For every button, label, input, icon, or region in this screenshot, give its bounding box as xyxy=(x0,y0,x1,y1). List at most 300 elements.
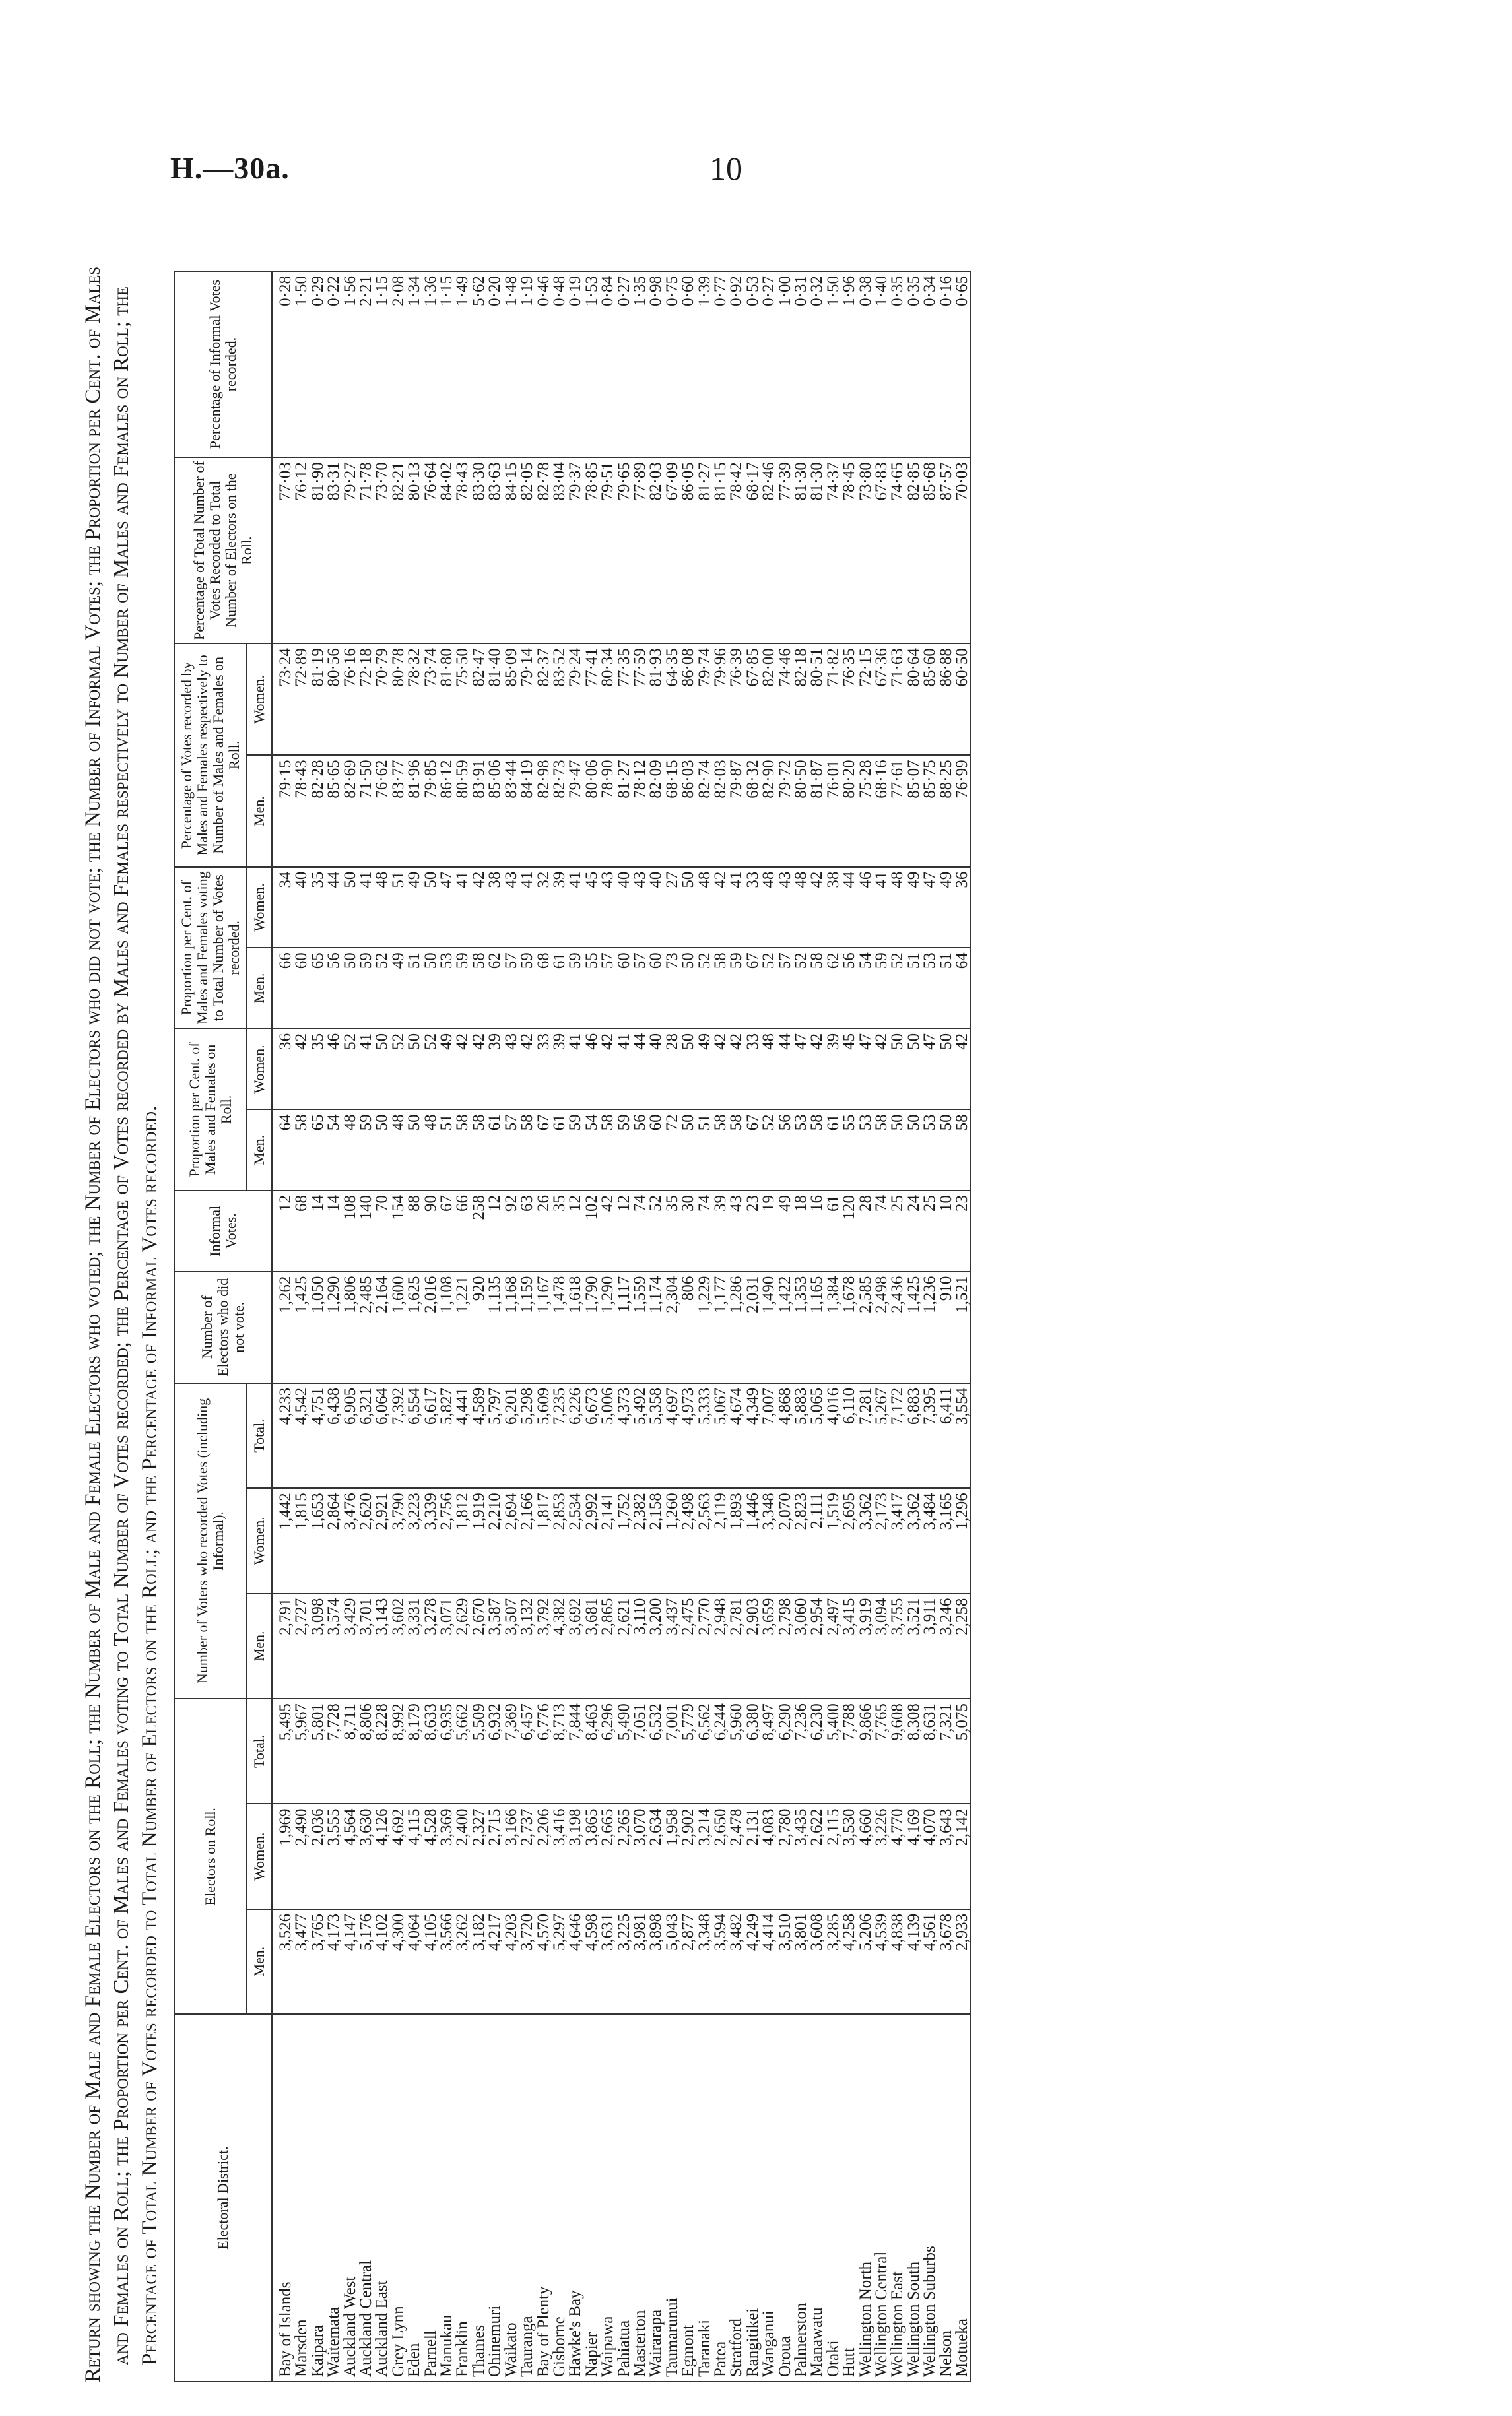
cell-electors-total: 7,728 xyxy=(326,1699,342,1804)
cell-electors-women: 1,958 xyxy=(665,1804,680,1909)
sub-voters-total: Total. xyxy=(247,1383,272,1488)
cell-prop-voting-women: 42 xyxy=(471,867,487,948)
cell-voters-total: 6,411 xyxy=(938,1383,954,1488)
cell-informal: 74 xyxy=(632,1191,648,1272)
cell-electors-women: 3,369 xyxy=(439,1804,455,1909)
cell-voters-total: 6,064 xyxy=(374,1383,390,1488)
cell-voters-men: 2,954 xyxy=(809,1594,825,1699)
cell-prop-voting-men: 51 xyxy=(407,948,422,1029)
cell-pct-total: 68·17 xyxy=(745,457,761,643)
table-row xyxy=(874,271,890,2382)
cell-pct-votes-women: 60·50 xyxy=(954,643,971,755)
cell-prop-roll-men: 58 xyxy=(954,1109,971,1191)
cell-electors-women: 2,400 xyxy=(455,1804,471,1909)
table-row xyxy=(826,271,841,2382)
cell-voters-women: 3,165 xyxy=(938,1488,954,1593)
cell-electors-total: 6,932 xyxy=(487,1699,503,1804)
cell-prop-voting-women: 47 xyxy=(439,867,455,948)
cell-pct-informal: 0·48 xyxy=(552,271,568,457)
cell-prop-roll-women: 42 xyxy=(954,1029,971,1110)
cell-informal: 23 xyxy=(745,1191,761,1272)
cell-electors-men: 4,539 xyxy=(874,1909,890,2014)
cell-district: Pahiatua xyxy=(616,2014,632,2382)
cell-voters-men: 2,497 xyxy=(826,1594,841,1699)
cell-pct-informal: 0·98 xyxy=(648,271,664,457)
cell-pct-votes-women: 85·09 xyxy=(504,643,519,755)
cell-electors-men: 4,561 xyxy=(922,1909,938,2014)
table-row xyxy=(310,271,326,2382)
cell-pct-votes-men: 68·32 xyxy=(745,755,761,866)
cell-prop-roll-men: 59 xyxy=(568,1109,583,1191)
cell-electors-men: 4,598 xyxy=(584,1909,600,2014)
cell-pct-informal: 1·40 xyxy=(874,271,890,457)
cell-prop-roll-women: 41 xyxy=(568,1029,583,1110)
cell-prop-roll-men: 53 xyxy=(793,1109,809,1191)
cell-electors-total: 8,992 xyxy=(391,1699,407,1804)
cell-informal: 12 xyxy=(272,1191,294,1272)
cell-electors-total: 6,230 xyxy=(809,1699,825,1804)
cell-voters-women: 2,498 xyxy=(680,1488,696,1593)
cell-informal: 61 xyxy=(826,1191,841,1272)
cell-pct-total: 81·30 xyxy=(793,457,809,643)
col-electors-on-roll: Electors on Roll. xyxy=(174,1699,247,2014)
cell-electors-men: 4,105 xyxy=(423,1909,439,2014)
cell-pct-votes-men: 82·03 xyxy=(713,755,729,866)
table-row xyxy=(890,271,905,2382)
cell-prop-voting-women: 48 xyxy=(761,867,777,948)
cell-pct-informal: 0·19 xyxy=(568,271,583,457)
cell-prop-roll-men: 54 xyxy=(584,1109,600,1191)
cell-prop-voting-men: 58 xyxy=(471,948,487,1029)
cell-voters-men: 3,507 xyxy=(504,1594,519,1699)
cell-electors-women: 2,478 xyxy=(729,1804,744,1909)
cell-prop-roll-women: 50 xyxy=(407,1029,422,1110)
cell-district: Wellington Central xyxy=(874,2014,890,2382)
cell-electors-women: 3,865 xyxy=(584,1804,600,1909)
cell-prop-voting-women: 49 xyxy=(906,867,922,948)
cell-informal: 42 xyxy=(600,1191,616,1272)
cell-prop-voting-women: 35 xyxy=(310,867,326,948)
cell-did-not-vote: 1,422 xyxy=(777,1272,793,1383)
cell-did-not-vote: 1,229 xyxy=(697,1272,713,1383)
cell-voters-men: 3,246 xyxy=(938,1594,954,1699)
cell-district: Napier xyxy=(584,2014,600,2382)
cell-prop-voting-men: 60 xyxy=(616,948,632,1029)
cell-electors-total: 5,509 xyxy=(471,1699,487,1804)
cell-pct-votes-men: 82·90 xyxy=(761,755,777,866)
cell-pct-votes-women: 80·56 xyxy=(326,643,342,755)
cell-voters-women: 2,158 xyxy=(648,1488,664,1593)
cell-prop-voting-women: 44 xyxy=(841,867,857,948)
cell-prop-voting-women: 48 xyxy=(890,867,905,948)
cell-district: Motueka xyxy=(954,2014,971,2382)
cell-voters-total: 7,281 xyxy=(858,1383,874,1488)
cell-prop-roll-men: 61 xyxy=(487,1109,503,1191)
cell-informal: 14 xyxy=(310,1191,326,1272)
cell-pct-informal: 0·20 xyxy=(487,271,503,457)
cell-district: Waitemata xyxy=(326,2014,342,2382)
cell-informal: 120 xyxy=(841,1191,857,1272)
table-row xyxy=(407,271,422,2382)
sub-electors-men: Men. xyxy=(247,1909,272,2014)
cell-district: Wellington South xyxy=(906,2014,922,2382)
cell-district: Ohinemuri xyxy=(487,2014,503,2382)
cell-electors-total: 8,713 xyxy=(552,1699,568,1804)
cell-pct-total: 79·27 xyxy=(343,457,358,643)
cell-voters-total: 6,905 xyxy=(343,1383,358,1488)
cell-voters-men: 3,681 xyxy=(584,1594,600,1699)
cell-pct-total: 80·13 xyxy=(407,457,422,643)
cell-pct-total: 84·02 xyxy=(439,457,455,643)
cell-pct-informal: 0·22 xyxy=(326,271,342,457)
page-number: 10 xyxy=(709,150,742,187)
cell-pct-total: 76·12 xyxy=(294,457,310,643)
cell-electors-total: 5,662 xyxy=(455,1699,471,1804)
cell-prop-voting-women: 43 xyxy=(777,867,793,948)
cell-district: Otaki xyxy=(826,2014,841,2382)
cell-pct-total: 74·37 xyxy=(826,457,841,643)
cell-voters-women: 2,921 xyxy=(374,1488,390,1593)
cell-voters-men: 2,903 xyxy=(745,1594,761,1699)
cell-voters-total: 4,751 xyxy=(310,1383,326,1488)
cell-informal: 258 xyxy=(471,1191,487,1272)
cell-did-not-vote: 1,117 xyxy=(616,1272,632,1383)
cell-voters-men: 3,278 xyxy=(423,1594,439,1699)
cell-pct-votes-men: 79·87 xyxy=(729,755,744,866)
cell-prop-roll-men: 48 xyxy=(423,1109,439,1191)
cell-voters-women: 3,484 xyxy=(922,1488,938,1593)
cell-did-not-vote: 1,050 xyxy=(310,1272,326,1383)
cell-prop-voting-women: 40 xyxy=(616,867,632,948)
cell-voters-men: 3,587 xyxy=(487,1594,503,1699)
cell-prop-roll-women: 49 xyxy=(697,1029,713,1110)
cell-informal: 43 xyxy=(729,1191,744,1272)
cell-prop-roll-women: 42 xyxy=(874,1029,890,1110)
cell-prop-voting-men: 59 xyxy=(874,948,890,1029)
cell-electors-women: 4,126 xyxy=(374,1804,390,1909)
cell-pct-votes-women: 81·40 xyxy=(487,643,503,755)
cell-voters-total: 4,973 xyxy=(680,1383,696,1488)
cell-prop-roll-women: 35 xyxy=(310,1029,326,1110)
cell-pct-informal: 0·46 xyxy=(536,271,552,457)
cell-pct-informal: 1·39 xyxy=(697,271,713,457)
cell-pct-votes-men: 80·59 xyxy=(455,755,471,866)
cell-voters-men: 3,911 xyxy=(922,1594,938,1699)
cell-prop-voting-men: 57 xyxy=(504,948,519,1029)
cell-did-not-vote: 1,236 xyxy=(922,1272,938,1383)
cell-did-not-vote: 1,174 xyxy=(648,1272,664,1383)
cell-informal: 74 xyxy=(874,1191,890,1272)
cell-voters-women: 2,166 xyxy=(519,1488,535,1593)
cell-voters-women: 1,446 xyxy=(745,1488,761,1593)
cell-district: Parnell xyxy=(423,2014,439,2382)
cell-prop-roll-men: 50 xyxy=(906,1109,922,1191)
cell-electors-total: 8,228 xyxy=(374,1699,390,1804)
cell-pct-votes-men: 79·47 xyxy=(568,755,583,866)
cell-prop-roll-women: 36 xyxy=(272,1029,294,1110)
cell-district: Wellington Suburbs xyxy=(922,2014,938,2382)
cell-voters-men: 3,574 xyxy=(326,1594,342,1699)
cell-electors-total: 6,562 xyxy=(697,1699,713,1804)
cell-pct-votes-men: 82·09 xyxy=(648,755,664,866)
cell-voters-women: 2,534 xyxy=(568,1488,583,1593)
cell-voters-women: 1,812 xyxy=(455,1488,471,1593)
cell-pct-informal: 1·15 xyxy=(374,271,390,457)
cell-pct-informal: 1·15 xyxy=(439,271,455,457)
cell-voters-women: 3,417 xyxy=(890,1488,905,1593)
cell-pct-total: 73·70 xyxy=(374,457,390,643)
cell-informal: 140 xyxy=(358,1191,374,1272)
cell-prop-roll-women: 47 xyxy=(858,1029,874,1110)
cell-pct-votes-men: 80·50 xyxy=(793,755,809,866)
cell-voters-men: 3,200 xyxy=(648,1594,664,1699)
cell-voters-total: 5,067 xyxy=(713,1383,729,1488)
cell-voters-women: 1,296 xyxy=(954,1488,971,1593)
cell-prop-voting-women: 41 xyxy=(358,867,374,948)
cell-pct-votes-men: 82·28 xyxy=(310,755,326,866)
cell-pct-votes-women: 78·32 xyxy=(407,643,422,755)
cell-informal: 14 xyxy=(326,1191,342,1272)
cell-pct-total: 81·90 xyxy=(310,457,326,643)
cell-did-not-vote: 1,108 xyxy=(439,1272,455,1383)
cell-voters-women: 3,476 xyxy=(343,1488,358,1593)
cell-prop-roll-men: 58 xyxy=(294,1109,310,1191)
cell-prop-voting-men: 54 xyxy=(858,948,874,1029)
cell-pct-informal: 2·21 xyxy=(358,271,374,457)
cell-pct-votes-men: 81·27 xyxy=(616,755,632,866)
cell-electors-men: 4,203 xyxy=(504,1909,519,2014)
cell-pct-total: 79·37 xyxy=(568,457,583,643)
cell-pct-votes-women: 77·35 xyxy=(616,643,632,755)
cell-pct-informal: 0·60 xyxy=(680,271,696,457)
cell-pct-total: 67·83 xyxy=(874,457,890,643)
cell-informal: 66 xyxy=(455,1191,471,1272)
cell-prop-voting-men: 62 xyxy=(826,948,841,1029)
cell-voters-women: 2,823 xyxy=(793,1488,809,1593)
cell-prop-voting-men: 66 xyxy=(272,948,294,1029)
cell-electors-total: 7,001 xyxy=(665,1699,680,1804)
cell-did-not-vote: 1,478 xyxy=(552,1272,568,1383)
report-code: H.—30a. xyxy=(170,151,290,185)
cell-informal: 12 xyxy=(616,1191,632,1272)
cell-electors-women: 4,528 xyxy=(423,1804,439,1909)
cell-electors-men: 5,297 xyxy=(552,1909,568,2014)
cell-electors-total: 7,844 xyxy=(568,1699,583,1804)
cell-pct-total: 79·65 xyxy=(616,457,632,643)
cell-prop-voting-men: 52 xyxy=(890,948,905,1029)
cell-pct-total: 84·15 xyxy=(504,457,519,643)
cell-pct-total: 83·30 xyxy=(471,457,487,643)
cell-prop-voting-men: 64 xyxy=(954,948,971,1029)
cell-electors-women: 3,226 xyxy=(874,1804,890,1909)
cell-prop-roll-women: 47 xyxy=(793,1029,809,1110)
cell-district: Waipawa xyxy=(600,2014,616,2382)
cell-pct-total: 83·63 xyxy=(487,457,503,643)
cell-prop-roll-women: 52 xyxy=(343,1029,358,1110)
cell-pct-votes-women: 73·74 xyxy=(423,643,439,755)
cell-voters-men: 2,791 xyxy=(272,1594,294,1699)
cell-informal: 23 xyxy=(954,1191,971,1272)
cell-prop-roll-men: 51 xyxy=(439,1109,455,1191)
cell-voters-men: 3,060 xyxy=(793,1594,809,1699)
cell-prop-roll-men: 51 xyxy=(697,1109,713,1191)
cell-pct-informal: 1·50 xyxy=(826,271,841,457)
cell-did-not-vote: 2,485 xyxy=(358,1272,374,1383)
cell-electors-total: 7,051 xyxy=(632,1699,648,1804)
cell-voters-men: 3,437 xyxy=(665,1594,680,1699)
cell-prop-voting-women: 42 xyxy=(713,867,729,948)
cell-pct-total: 81·15 xyxy=(713,457,729,643)
cell-electors-women: 2,902 xyxy=(680,1804,696,1909)
cell-pct-informal: 0·65 xyxy=(954,271,971,457)
cell-informal: 12 xyxy=(487,1191,503,1272)
cell-prop-roll-women: 50 xyxy=(374,1029,390,1110)
cell-voters-total: 5,006 xyxy=(600,1383,616,1488)
cell-prop-roll-women: 43 xyxy=(504,1029,519,1110)
cell-electors-total: 7,765 xyxy=(874,1699,890,1804)
cell-pct-total: 78·85 xyxy=(584,457,600,643)
cell-electors-men: 3,981 xyxy=(632,1909,648,2014)
col-voters-recorded: Number of Voters who recorded Votes (including Informal). xyxy=(174,1383,247,1699)
cell-pct-votes-men: 82·69 xyxy=(343,755,358,866)
cell-prop-roll-women: 42 xyxy=(471,1029,487,1110)
cell-prop-roll-men: 59 xyxy=(358,1109,374,1191)
cell-prop-voting-men: 59 xyxy=(455,948,471,1029)
cell-pct-informal: 1·56 xyxy=(343,271,358,457)
cell-prop-voting-men: 52 xyxy=(793,948,809,1029)
cell-did-not-vote: 1,353 xyxy=(793,1272,809,1383)
cell-prop-voting-men: 56 xyxy=(326,948,342,1029)
cell-prop-roll-women: 52 xyxy=(423,1029,439,1110)
cell-district: Wellington North xyxy=(858,2014,874,2382)
cell-pct-votes-women: 86·08 xyxy=(680,643,696,755)
table-row xyxy=(938,271,954,2382)
cell-voters-women: 2,756 xyxy=(439,1488,455,1593)
cell-pct-votes-men: 85·75 xyxy=(922,755,938,866)
cell-pct-votes-men: 83·44 xyxy=(504,755,519,866)
cell-pct-votes-men: 85·07 xyxy=(906,755,922,866)
table-row xyxy=(745,271,761,2382)
cell-electors-women: 4,564 xyxy=(343,1804,358,1909)
cell-informal: 25 xyxy=(890,1191,905,1272)
cell-prop-voting-men: 58 xyxy=(809,948,825,1029)
cell-prop-voting-men: 61 xyxy=(552,948,568,1029)
cell-electors-men: 5,176 xyxy=(358,1909,374,2014)
cell-prop-voting-men: 51 xyxy=(938,948,954,1029)
table-row xyxy=(729,271,744,2382)
cell-pct-votes-women: 80·51 xyxy=(809,643,825,755)
cell-voters-men: 3,143 xyxy=(374,1594,390,1699)
cell-prop-roll-men: 48 xyxy=(391,1109,407,1191)
cell-voters-women: 3,223 xyxy=(407,1488,422,1593)
cell-pct-total: 83·04 xyxy=(552,457,568,643)
cell-pct-informal: 0·28 xyxy=(272,271,294,457)
cell-did-not-vote: 910 xyxy=(938,1272,954,1383)
cell-pct-votes-men: 86·12 xyxy=(439,755,455,866)
cell-voters-total: 4,589 xyxy=(471,1383,487,1488)
cell-voters-total: 4,373 xyxy=(616,1383,632,1488)
cell-district: Stratford xyxy=(729,2014,744,2382)
cell-voters-total: 6,883 xyxy=(906,1383,922,1488)
cell-district: Patea xyxy=(713,2014,729,2382)
cell-voters-men: 2,670 xyxy=(471,1594,487,1699)
cell-electors-women: 3,166 xyxy=(504,1804,519,1909)
cell-electors-total: 7,369 xyxy=(504,1699,519,1804)
cell-pct-votes-women: 82·37 xyxy=(536,643,552,755)
col-did-not-vote: Number of Electors who did not vote. xyxy=(174,1272,272,1383)
cell-did-not-vote: 1,165 xyxy=(809,1272,825,1383)
cell-pct-votes-men: 77·61 xyxy=(890,755,905,866)
cell-electors-women: 4,169 xyxy=(906,1804,922,1909)
cell-voters-men: 2,770 xyxy=(697,1594,713,1699)
cell-informal: 92 xyxy=(504,1191,519,1272)
cell-voters-women: 2,210 xyxy=(487,1488,503,1593)
cell-pct-informal: 0·53 xyxy=(745,271,761,457)
cell-district: Hawke's Bay xyxy=(568,2014,583,2382)
table-row xyxy=(374,271,390,2382)
cell-informal: 154 xyxy=(391,1191,407,1272)
cell-pct-informal: 0·84 xyxy=(600,271,616,457)
table-row xyxy=(552,271,568,2382)
cell-prop-voting-women: 41 xyxy=(455,867,471,948)
cell-voters-total: 5,609 xyxy=(536,1383,552,1488)
cell-pct-total: 70·03 xyxy=(954,457,971,643)
cell-pct-votes-women: 82·47 xyxy=(471,643,487,755)
cell-pct-informal: 0·27 xyxy=(616,271,632,457)
cell-pct-votes-women: 71·63 xyxy=(890,643,905,755)
cell-pct-votes-men: 83·77 xyxy=(391,755,407,866)
cell-did-not-vote: 2,031 xyxy=(745,1272,761,1383)
cell-prop-voting-women: 33 xyxy=(745,867,761,948)
cell-pct-total: 76·64 xyxy=(423,457,439,643)
cell-prop-roll-women: 50 xyxy=(680,1029,696,1110)
cell-pct-votes-women: 86·88 xyxy=(938,643,954,755)
cell-district: Auckland West xyxy=(343,2014,358,2382)
cell-electors-men: 3,631 xyxy=(600,1909,616,2014)
table-row xyxy=(326,271,342,2382)
cell-prop-roll-women: 49 xyxy=(439,1029,455,1110)
cell-prop-roll-men: 50 xyxy=(890,1109,905,1191)
cell-pct-total: 74·65 xyxy=(890,457,905,643)
cell-voters-women: 2,864 xyxy=(326,1488,342,1593)
cell-did-not-vote: 1,600 xyxy=(391,1272,407,1383)
cell-district: Manawatu xyxy=(809,2014,825,2382)
sub-electors-total: Total. xyxy=(247,1699,272,1804)
cell-electors-women: 2,737 xyxy=(519,1804,535,1909)
cell-voters-men: 2,948 xyxy=(713,1594,729,1699)
cell-electors-women: 2,650 xyxy=(713,1804,729,1909)
cell-voters-women: 1,519 xyxy=(826,1488,841,1593)
cell-electors-women: 2,665 xyxy=(600,1804,616,1909)
cell-voters-men: 3,098 xyxy=(310,1594,326,1699)
cell-voters-women: 2,992 xyxy=(584,1488,600,1593)
cell-pct-votes-men: 83·91 xyxy=(471,755,487,866)
cell-voters-men: 3,094 xyxy=(874,1594,890,1699)
cell-did-not-vote: 806 xyxy=(680,1272,696,1383)
cell-district: Wellington East xyxy=(890,2014,905,2382)
cell-electors-women: 2,206 xyxy=(536,1804,552,1909)
cell-electors-women: 3,416 xyxy=(552,1804,568,1909)
col-informal-votes: Informal Votes. xyxy=(174,1191,272,1272)
cell-electors-total: 5,400 xyxy=(826,1699,841,1804)
cell-pct-informal: 5·62 xyxy=(471,271,487,457)
cell-prop-voting-women: 39 xyxy=(552,867,568,948)
cell-voters-women: 1,653 xyxy=(310,1488,326,1593)
cell-prop-roll-women: 50 xyxy=(890,1029,905,1110)
cell-informal: 102 xyxy=(584,1191,600,1272)
cell-electors-men: 3,510 xyxy=(777,1909,793,2014)
cell-pct-votes-men: 78·12 xyxy=(632,755,648,866)
